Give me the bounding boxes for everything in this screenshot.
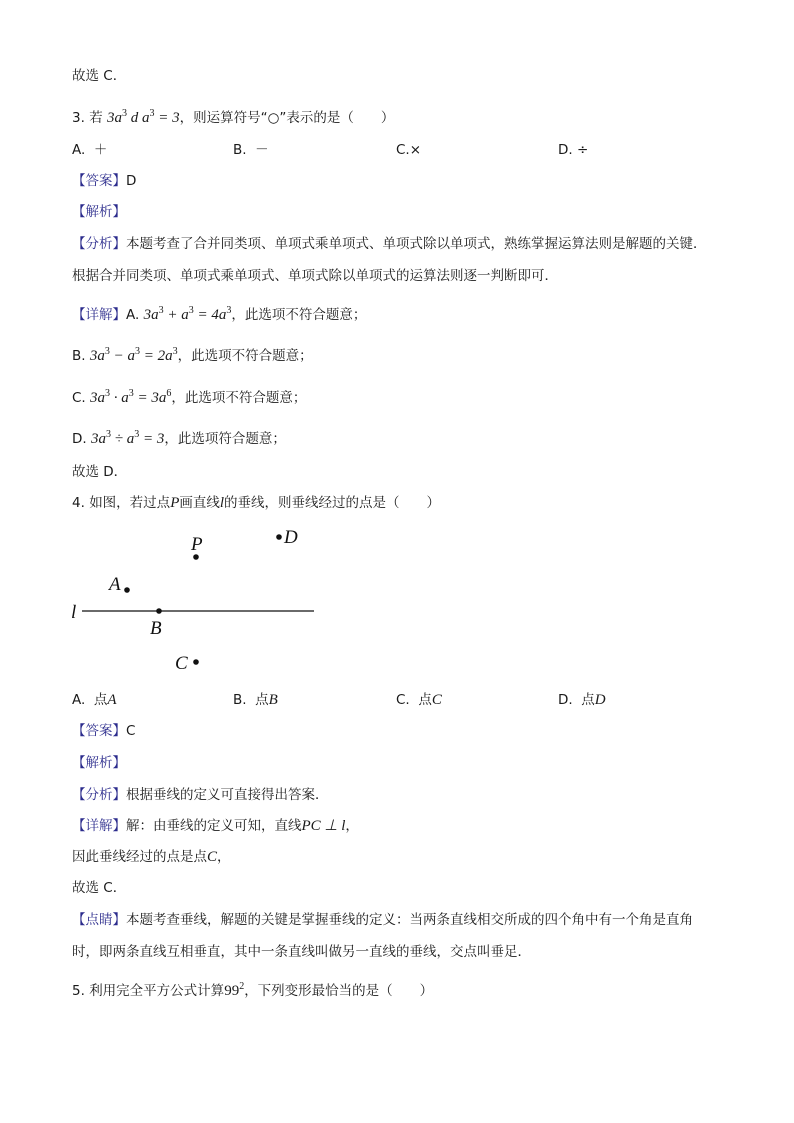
label-p: P xyxy=(191,534,203,555)
math-expression: $3a^3 \div a^3 = 3$ xyxy=(90,429,165,447)
fenxi-tag: 【分析】 xyxy=(72,787,126,803)
answer-value: D xyxy=(126,173,137,189)
option-a[interactable]: A. 点A xyxy=(72,692,117,708)
option-d[interactable]: D. ÷ xyxy=(558,142,589,158)
label-b: B xyxy=(150,618,162,639)
detail-b: B. $3a^3 - a^3 = 2a^3$，此选项不符合题意； xyxy=(72,346,313,364)
stem-text: ，则运算符号“○”表示的是（ ） xyxy=(179,110,395,126)
fenxi-text: 本题考查了合并同类项、单项式乘单项式、单项式除以单项式，熟练掌握运算法则是解题的关键． xyxy=(126,236,707,252)
option-b[interactable]: B. 点B xyxy=(233,692,278,708)
point-p xyxy=(193,554,199,560)
dianjing-tag: 【点睛】 xyxy=(72,912,126,928)
label-d: D xyxy=(284,527,298,548)
point-a xyxy=(124,587,130,593)
fenxi-line-1 xyxy=(72,234,707,254)
detail-line-1: 【详解】解：由垂线的定义可知，直线PC ⊥ l， xyxy=(72,818,359,834)
option-a[interactable]: A. ＋ xyxy=(72,142,108,158)
detail-line-2: 因此垂线经过的点是点C， xyxy=(72,849,231,865)
point-b xyxy=(156,608,162,614)
label-c: C xyxy=(175,653,188,674)
option-c[interactable]: C. 点C xyxy=(396,692,442,708)
label-l: l xyxy=(71,602,77,623)
dianjing-line-2: 时，即两条直线互相垂直，其中一条直线叫做另一直线的垂线，交点叫垂足． xyxy=(72,944,531,960)
math-expression: $3a^3 + a^3 = 4a^3$ xyxy=(143,305,232,323)
point-d xyxy=(276,534,282,540)
detail-tag: 【详解】 xyxy=(72,307,126,323)
question-number: 4. xyxy=(72,495,85,511)
fenxi-tag: 【分析】 xyxy=(72,236,126,252)
question-3-stem xyxy=(72,104,394,128)
fenxi-line: 【分析】根据垂线的定义可直接得出答案． xyxy=(72,787,329,803)
math-expression: $3a^3 \cdot a^3 = 3a^6$ xyxy=(90,388,172,406)
prev-answer-line: 故选 C． xyxy=(72,68,127,84)
question-number: 3. xyxy=(72,110,85,126)
point-c xyxy=(193,659,199,665)
perpendicular-figure xyxy=(60,522,340,682)
stem-text: 若 xyxy=(89,110,103,126)
answer-tag: 【答案】 xyxy=(72,173,126,189)
math-expression: $3a^3$ d $a^3 = 3$ xyxy=(106,108,180,126)
question-5-stem: 5. 利用完全平方公式计算$99^2$，下列变形最恰当的是（ ） xyxy=(72,981,434,999)
question-number: 5. xyxy=(72,983,85,999)
detail-tag: 【详解】 xyxy=(72,818,126,834)
question-4-stem: 4. 如图，若过点P画直线l的垂线，则垂线经过的点是（ ） xyxy=(72,495,441,511)
label-a: A xyxy=(109,574,121,595)
fenxi-line-2: 根据合并同类项、单项式乘单项式、单项式除以单项式的运算法则逐一判断即可． xyxy=(72,268,558,284)
detail-a: 【详解】A. $3a^3 + a^3 = 4a^3$，此选项不符合题意； xyxy=(72,305,367,323)
math-expression: $3a^3 - a^3 = 2a^3$ xyxy=(89,346,178,364)
answer-line xyxy=(72,171,136,191)
answer-tag: 【答案】 xyxy=(72,723,126,739)
math-expression: PC ⊥ l xyxy=(301,818,346,834)
detail-c: C. $3a^3 \cdot a^3 = 3a^6$，此选项不符合题意； xyxy=(72,388,307,406)
analysis-tag: 【解析】 xyxy=(72,204,126,220)
final-answer-q4: 故选 C． xyxy=(72,880,127,896)
final-answer-q3: 故选 D． xyxy=(72,464,128,480)
option-d[interactable]: D. 点D xyxy=(558,692,606,708)
option-c[interactable]: C.× xyxy=(396,142,422,158)
math-expression: $99^2$ xyxy=(224,981,245,999)
answer-line xyxy=(72,721,135,741)
analysis-tag: 【解析】 xyxy=(72,755,126,771)
detail-d: D. $3a^3 \div a^3 = 3$，此选项符合题意； xyxy=(72,429,286,447)
answer-value: C xyxy=(126,723,136,739)
option-b[interactable]: B. － xyxy=(233,142,269,158)
dianjing-line-1: 【点睛】本题考查垂线，解题的关键是掌握垂线的定义：当两条直线相交所成的四个角中有一个角是直角 xyxy=(72,912,693,928)
